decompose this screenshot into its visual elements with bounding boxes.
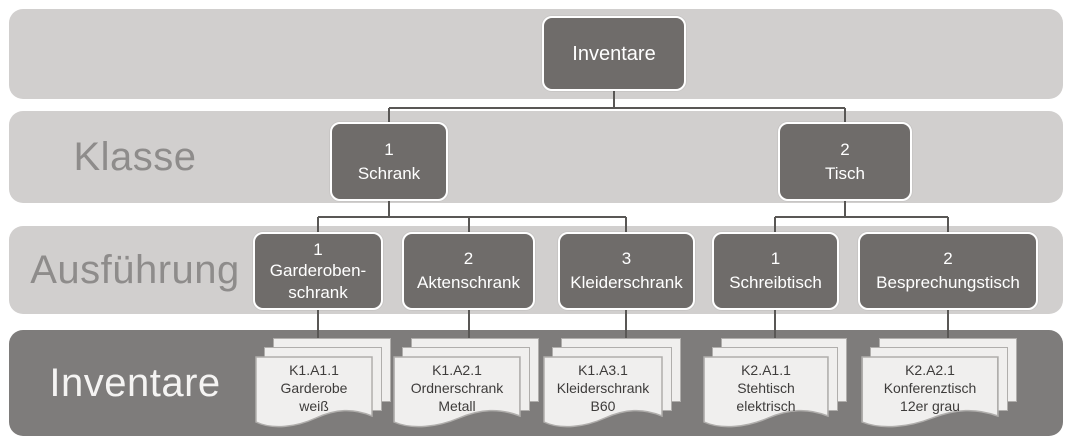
card-code: K1.A1.1 [289,362,339,378]
card-text [543,356,663,415]
card-variant: Metall [438,398,476,414]
node-ausfuehrung-aktenschrank [402,232,535,310]
card-front [393,356,521,436]
card-code: K1.A3.1 [578,362,628,378]
card-name: Stehtisch [737,380,795,396]
card-name: Ordnerschrank [410,380,504,396]
node-ausfuehrung-schreibtisch [712,232,839,310]
node-inventare-root [542,16,686,91]
node-label: Inventare [572,42,656,65]
node-ausfuehrung-garderobenschrank [253,232,383,310]
card-variant: weiß [299,398,329,414]
card-variant: 12er grau [900,398,960,414]
card-text [861,356,999,415]
node-label: Besprechungstisch [876,273,1020,292]
node-klasse-schrank [330,122,448,201]
node-number: 3 [621,249,632,269]
row-label-ausfuehrung: Ausführung [30,247,240,292]
card-code: K2.A1.1 [741,362,791,378]
row-label-klasse: Klasse [73,134,197,179]
card-stack-k1a31 [543,338,681,436]
row-label-inventare: Inventare [49,360,221,405]
card-text [703,356,829,415]
node-number: 1 [384,139,394,159]
node-number: 1 [313,240,323,260]
node-number: 2 [840,139,850,159]
node-label-line2: schrank [288,282,348,302]
node-number: 1 [770,249,781,269]
card-name: Garderobe [280,380,348,396]
node-number: 2 [463,249,474,269]
node-label: Tisch [825,163,865,183]
card-name: Kleiderschrank [556,380,650,396]
node-ausfuehrung-besprechungstisch [858,232,1038,310]
card-stack-k1a21 [393,338,539,436]
node-number: 2 [943,249,953,269]
card-text [393,356,521,415]
card-front [703,356,829,436]
card-front [543,356,663,436]
card-stack-k1a11 [255,338,391,436]
node-klasse-tisch [778,122,912,201]
card-variant: elektrisch [736,398,796,414]
card-code: K1.A2.1 [432,362,482,378]
node-label: Schreibtisch [729,273,822,292]
card-text [255,356,373,415]
node-label: Garderoben- [269,261,367,281]
node-label: Aktenschrank [417,273,520,292]
node-label: Kleiderschrank [570,273,683,292]
card-code: K2.A2.1 [905,362,955,378]
card-variant: B60 [590,398,616,414]
card-name: Konferenztisch [883,380,977,396]
node-label: Schrank [357,163,421,183]
node-ausfuehrung-kleiderschrank [558,232,695,310]
card-front [861,356,999,436]
card-stack-k2a11 [703,338,847,436]
card-stack-k2a21 [861,338,1017,436]
card-front [255,356,373,436]
